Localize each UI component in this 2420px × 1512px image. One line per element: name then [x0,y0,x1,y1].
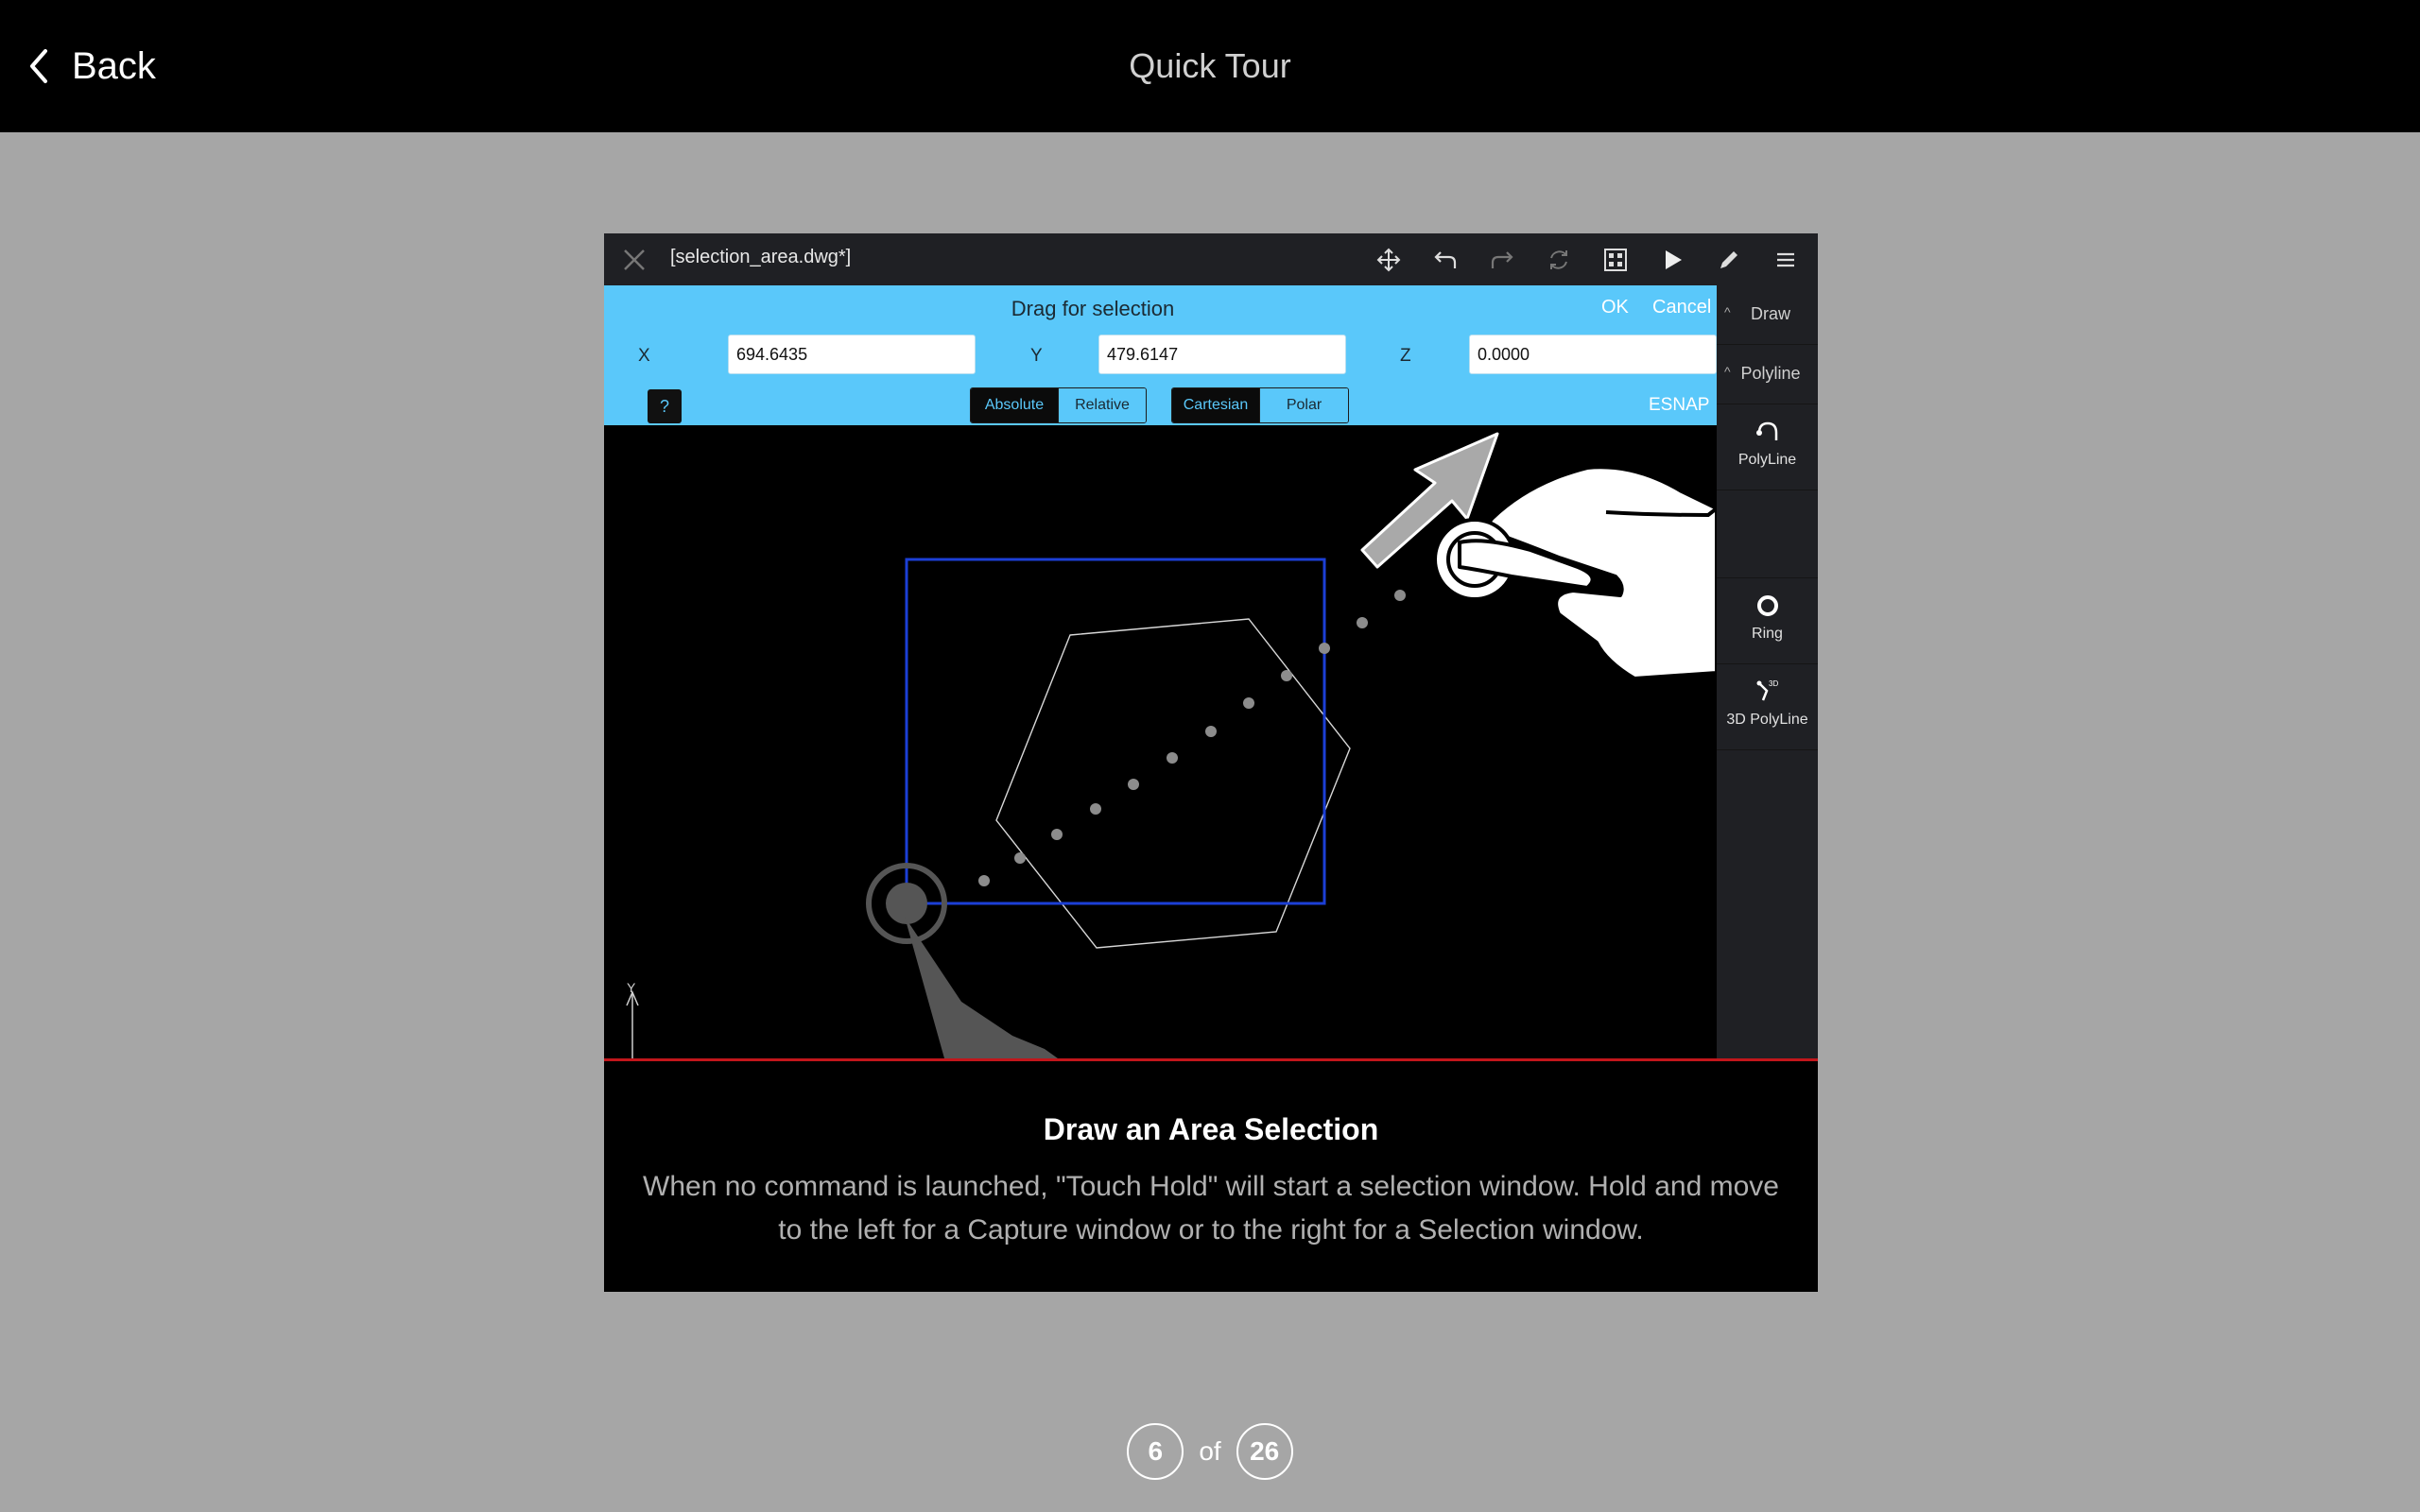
x-label: X [638,346,650,366]
pencil-icon [1716,247,1742,273]
x-coordinate-input[interactable] [728,335,976,374]
undo-icon [1432,247,1459,273]
command-prompt: Drag for selection [1011,297,1175,320]
polyline-tool[interactable]: PolyLine [1717,404,1818,490]
chevron-up-icon: ^ [1724,304,1731,319]
ring-icon [1754,592,1782,620]
z-coordinate-input[interactable] [1469,335,1717,374]
cartesian-option[interactable]: Cartesian [1172,388,1259,422]
hand-start-icon [869,866,1058,1058]
help-button[interactable]: ? [648,389,682,423]
3d-polyline-icon [1754,678,1782,706]
coordinate-mode-toggle [970,387,1147,423]
coordinate-system-toggle [1171,387,1349,423]
play-button[interactable] [1657,245,1687,275]
chevron-up-icon: ^ [1724,364,1731,379]
move-icon [1375,247,1402,273]
svg-text:3D: 3D [1768,679,1778,688]
refresh-icon [1546,247,1572,273]
selection-window [907,559,1324,903]
ok-button[interactable]: OK [1601,297,1629,318]
command-input-panel [604,285,1717,425]
relative-option[interactable]: Relative [1058,388,1146,422]
y-coordinate-input[interactable] [1098,335,1346,374]
cancel-button[interactable]: Cancel [1652,297,1712,318]
ring-tool[interactable]: Ring [1717,578,1818,664]
ucs-axis-icon [627,992,638,1058]
tour-slide-card [604,233,1818,1292]
polar-option[interactable]: Polar [1259,388,1348,422]
y-axis-label: Y [627,980,636,995]
slide-description: When no command is launched, "Touch Hold" will start a selection window. Hold and move to the left for a Capture window or to the right for a Selection window. [643,1171,1779,1246]
y-label: Y [1030,346,1043,366]
drawing-filename: [selection_area.dwg*] [670,247,852,267]
tool-palette [1717,285,1818,1061]
move-button[interactable] [1374,245,1404,275]
slide-title: Draw an Area Selection [1043,1112,1379,1146]
pager-of-label: of [1199,1436,1221,1466]
3d-polyline-tool[interactable]: 3D 3D PolyLine [1717,664,1818,750]
drawing-canvas-graphics [604,425,1717,1058]
redo-icon [1489,247,1515,273]
app-title-bar [604,233,1818,285]
current-page-indicator: 6 [1127,1423,1184,1480]
hexagon-shape [996,619,1350,948]
play-icon [1659,247,1685,273]
undo-button[interactable] [1430,245,1461,275]
palette-group-polyline[interactable]: ^ Polyline [1717,345,1818,404]
close-icon[interactable] [619,245,649,275]
absolute-option[interactable]: Absolute [971,388,1058,422]
grid-icon [1602,247,1629,273]
grid-view-button[interactable] [1600,245,1631,275]
drawing-canvas[interactable] [604,425,1717,1058]
palette-item-hidden[interactable] [1717,490,1818,578]
total-pages-indicator: 26 [1236,1423,1293,1480]
menu-button[interactable] [1771,245,1801,275]
edit-button[interactable] [1714,245,1744,275]
esnap-button[interactable]: ESNAP [1649,395,1710,415]
hand-end-icon [1435,467,1717,850]
top-nav-bar [0,0,2420,132]
slide-pager [0,1423,2420,1480]
app-screenshot [604,233,1818,1061]
polyline-icon [1754,418,1782,446]
page-title: Quick Tour [1129,46,1291,85]
back-label: Back [72,44,156,87]
slide-divider [604,1058,1818,1061]
z-label: Z [1400,346,1411,366]
refresh-button[interactable] [1544,245,1574,275]
menu-icon [1772,247,1799,273]
palette-group-draw[interactable]: ^ Draw [1717,285,1818,345]
redo-button[interactable] [1487,245,1517,275]
